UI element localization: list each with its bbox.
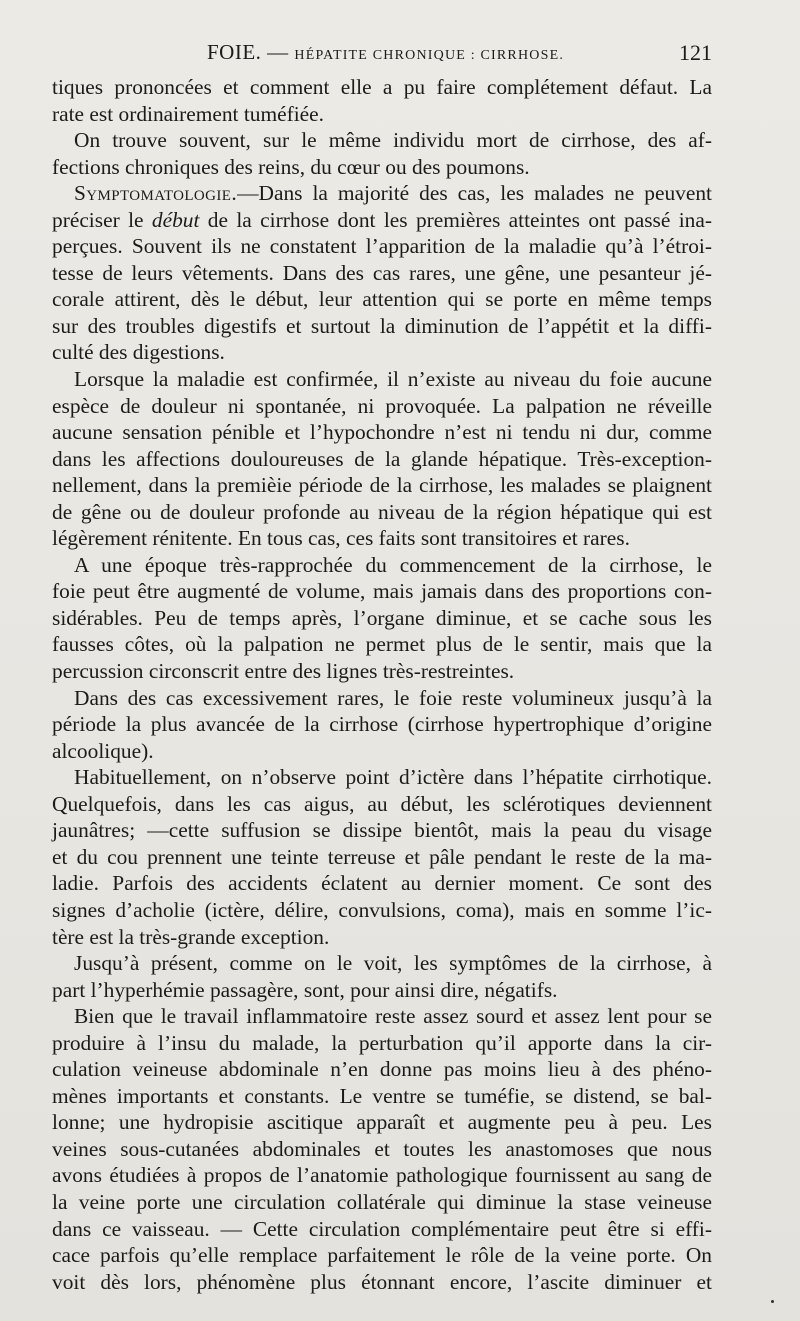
text-line xyxy=(52,101,712,128)
text-line xyxy=(52,977,712,1004)
text-line xyxy=(52,339,712,366)
text-segment: Lorsque la maladie est confirmée, il n’existe au niveau du foie aucune xyxy=(74,367,712,392)
running-title-sub: HÉPATITE CHRONIQUE : CIRRHOSE. xyxy=(294,48,565,63)
text-line xyxy=(52,1216,712,1243)
text-segment: signes d’acholie (ictère, délire, convulsions, coma), mais en somme l’ic- xyxy=(52,897,712,922)
running-title-main: FOIE. — xyxy=(207,40,295,64)
text-line xyxy=(52,1056,712,1083)
text-segment: et du cou prennent une teinte terreuse et pâle pendant le reste de la ma- xyxy=(52,844,712,869)
text-segment: foie peut être augmenté de volume, mais jamais dans des proportions con- xyxy=(52,579,712,604)
text-segment: lonne; une hydropisie ascitique apparaît et augmente peu à peu. Les xyxy=(52,1110,712,1135)
text-segment: sur des troubles digestifs et surtout la diminution de l’appétit et la diffi- xyxy=(52,313,712,338)
text-line xyxy=(52,1030,712,1057)
text-segment: voit dès lors, phénomène plus étonnant encore, l’ascite diminuer et xyxy=(52,1269,712,1294)
text-line xyxy=(52,499,712,526)
text-segment: veines sous-cutanées abdominales et toutes les anastomoses que nous xyxy=(52,1136,712,1161)
text-line xyxy=(52,207,712,234)
text-segment: perçues. Souvent ils ne constatent l’apparition de la maladie qu’à l’étroi- xyxy=(52,234,712,259)
text-line xyxy=(52,1242,712,1269)
emphasized-word: début xyxy=(151,207,200,232)
text-segment: tesse de leurs vêtements. Dans des cas rares, une gêne, une pesanteur jé- xyxy=(52,260,712,285)
text-segment: fausses côtes, où la palpation ne permet plus de le sentir, mais que la xyxy=(52,632,712,657)
text-line xyxy=(52,419,712,446)
text-segment: ladie. Parfois des accidents éclatent au dernier moment. Ce sont des xyxy=(52,871,712,896)
text-line xyxy=(52,1136,712,1163)
print-speck xyxy=(771,1300,774,1303)
text-line xyxy=(52,897,712,924)
text-line xyxy=(52,1269,712,1296)
text-line xyxy=(52,1189,712,1216)
section-heading: Symptomatologie. xyxy=(74,181,238,206)
text-segment: Quelquefois, dans les cas aigus, au début, les sclérotiques deviennent xyxy=(52,791,712,816)
text-segment: mènes importants et constants. Le ventre se tuméfie, se distend, se bal- xyxy=(52,1083,712,1108)
text-segment: espèce de douleur ni spontanée, ni provoquée. La palpation ne réveille xyxy=(52,393,712,418)
text-segment: On trouve souvent, sur le même individu mort de cirrhose, des af- xyxy=(74,128,712,153)
text-segment: de gêne ou de douleur profonde au niveau de la région hépatique qui est xyxy=(52,499,712,524)
text-line xyxy=(52,738,712,765)
running-header xyxy=(52,40,712,70)
text-line xyxy=(52,286,712,313)
text-segment: alcoolique). xyxy=(52,738,154,763)
text-segment: A une époque très-rapprochée du commencement de la cirrhose, le xyxy=(74,552,712,577)
text-segment: part l’hyperhémie passagère, sont, pour ainsi dire, négatifs. xyxy=(52,977,558,1002)
text-line xyxy=(52,127,712,154)
text-line xyxy=(52,472,712,499)
text-segment: période la plus avancée de la cirrhose (cirrhose hypertrophique d’origine xyxy=(52,712,712,737)
text-line xyxy=(52,817,712,844)
text-segment: préciser le xyxy=(52,207,152,232)
page-number: 121 xyxy=(679,40,712,65)
text-line xyxy=(52,1003,712,1030)
text-segment: percussion circonscrit entre des lignes très-restreintes. xyxy=(52,659,515,684)
text-segment: dans les affections douloureuses de la glande hépatique. Très-exception- xyxy=(52,446,712,471)
text-segment: sidérables. Peu de temps après, l’organe diminue, et se cache sous les xyxy=(52,605,712,630)
body-text xyxy=(52,74,712,1295)
text-line xyxy=(52,313,712,340)
text-line xyxy=(52,658,712,685)
text-segment: tiques prononcées et comment elle a pu faire complétement défaut. La xyxy=(52,75,712,99)
text-line xyxy=(52,578,712,605)
text-line xyxy=(52,950,712,977)
text-segment: Bien que le travail inflammatoire reste assez sourd et assez lent pour se xyxy=(74,1004,712,1029)
text-line xyxy=(52,154,712,181)
text-line xyxy=(52,393,712,420)
text-segment: culté des digestions. xyxy=(52,340,225,365)
text-line xyxy=(52,233,712,260)
text-line xyxy=(52,1083,712,1110)
text-segment: de la cirrhose dont les premières atteintes ont passé ina- xyxy=(199,207,712,232)
text-line xyxy=(52,446,712,473)
text-line xyxy=(52,180,712,207)
text-line xyxy=(52,764,712,791)
text-line xyxy=(52,924,712,951)
text-line xyxy=(52,870,712,897)
text-segment: légèrement rénitente. En tous cas, ces faits sont transitoires et rares. xyxy=(52,526,630,551)
text-segment: produire à l’insu du malade, la perturbation qu’il apporte dans la cir- xyxy=(52,1030,712,1055)
text-line xyxy=(52,366,712,393)
text-segment: la veine porte une circulation collatérale qui diminue la stase veineuse xyxy=(52,1189,712,1214)
text-line xyxy=(52,711,712,738)
text-line xyxy=(52,525,712,552)
text-line xyxy=(52,685,712,712)
text-line xyxy=(52,844,712,871)
text-line xyxy=(52,605,712,632)
running-title xyxy=(207,40,564,65)
text-segment: nellement, dans la premièie période de la cirrhose, les malades se plaignent xyxy=(52,473,712,498)
text-segment: Habituellement, on n’observe point d’ictère dans l’hépatite cirrhotique. xyxy=(74,765,712,790)
text-segment: tère est la très-grande exception. xyxy=(52,924,330,949)
text-segment: culation veineuse abdominale n’en donne pas moins lieu à des phéno- xyxy=(52,1057,712,1082)
text-segment: rate est ordinairement tuméfiée. xyxy=(52,101,325,126)
text-segment: fections chroniques des reins, du cœur ou des poumons. xyxy=(52,154,530,179)
text-line xyxy=(52,631,712,658)
text-segment: avons étudiées à propos de l’anatomie pathologique fournissent au sang de xyxy=(52,1163,712,1188)
text-segment: Jusqu’à présent, comme on le voit, les symptômes de la cirrhose, à xyxy=(74,951,712,976)
text-segment: cace parfois qu’elle remplace parfaitement le rôle de la veine porte. On xyxy=(52,1243,712,1268)
text-segment: corale attirent, dès le début, leur attention qui se porte en même temps xyxy=(52,287,712,312)
text-segment: aucune sensation pénible et l’hypochondre n’est ni tendu ni dur, comme xyxy=(52,420,712,445)
text-segment: dans ce vaisseau. — Cette circulation complémentaire peut être si effi- xyxy=(52,1216,712,1241)
text-line xyxy=(52,791,712,818)
text-line xyxy=(52,260,712,287)
text-line xyxy=(52,1162,712,1189)
text-segment: Dans des cas excessivement rares, le foie reste volumineux jusqu’à la xyxy=(74,685,712,710)
text-line xyxy=(52,552,712,579)
text-segment: jaunâtres; —cette suffusion se dissipe bientôt, mais la peau du visage xyxy=(52,818,712,843)
text-segment: —Dans la majorité des cas, les malades ne peuvent xyxy=(237,181,712,206)
text-line xyxy=(52,74,712,101)
text-line xyxy=(52,1109,712,1136)
